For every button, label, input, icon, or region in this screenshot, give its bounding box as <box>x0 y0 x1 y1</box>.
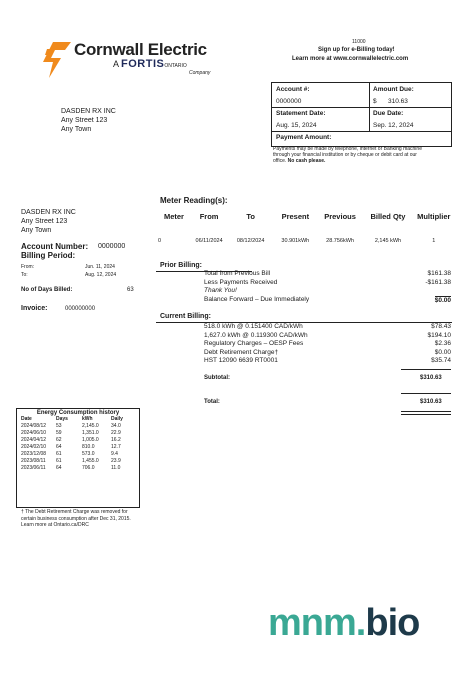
meter-cell: 0 <box>158 238 162 244</box>
present-header: Present <box>281 212 310 221</box>
energy-history-title: Energy Consumption history <box>36 410 120 416</box>
total-label: Total: <box>204 399 220 405</box>
previous-header: Previous <box>324 212 356 221</box>
account-number-value: 0000000 <box>98 243 126 250</box>
history-header: Date <box>21 416 32 422</box>
due-date-label: Due Date: <box>373 110 404 117</box>
account-value: 0000000 <box>276 98 302 105</box>
payment-note: Payments may be made by telephone, internet or Banking machine through your financial institution or by cheque or debit card at our office. No cash please. <box>273 146 422 164</box>
multiplier-header: Multiplier <box>417 212 451 221</box>
charge-row: Balance Forward – Due Immediately $0.00 <box>204 295 451 304</box>
meter-cell: 28.756kWh <box>326 238 354 244</box>
brand-fortis-line: A FORTISONTARIO <box>113 58 187 70</box>
energy-history-box <box>16 408 140 508</box>
amount-due-currency: $ <box>373 98 377 105</box>
company-logo <box>41 40 231 80</box>
ebilling-link[interactable]: Learn more at www.cornwallelectric.com <box>292 56 409 62</box>
mailing-city: Any Town <box>61 126 92 133</box>
energy-history-table <box>20 416 132 472</box>
account-number-label: Account Number: <box>21 242 89 251</box>
debt-retirement-footnote: † The Debt Retirement Charge was removed for certain business consumption after Dec 31, 2015. Learn more at Ontario.ca/DRC <box>21 509 131 528</box>
history-row: 2023/08/11 61 1,455.0 23.9 <box>21 458 121 464</box>
charge-row: 518.0 kWh @ 0.151400 CAD/kWh $78.43 <box>204 323 451 330</box>
from-label: From: <box>21 264 35 270</box>
customer-street: Any Street 123 <box>21 218 68 225</box>
history-row: 2024/08/12 53 2,145.0 34.0 <box>21 423 121 429</box>
meter-cell: 08/12/2024 <box>236 238 265 244</box>
account-code: 11000 <box>352 39 366 45</box>
history-row: 2024/02/10 64 810.0 12.7 <box>21 444 121 450</box>
to-label: To: <box>21 272 28 278</box>
charge-row: Debt Retirement Charge† $0.00 <box>204 348 451 356</box>
customer-name: DASDEN RX INC <box>21 209 76 216</box>
history-row: 2023/12/08 61 573.0 9.4 <box>21 451 118 457</box>
mailing-name: DASDEN RX INC <box>61 108 116 115</box>
billing-period-label: Billing Period: <box>21 251 76 260</box>
history-header: Days <box>56 416 68 422</box>
days-billed-label: No of Days Billed: <box>21 287 73 293</box>
amount-due-label: Amount Due: <box>373 86 414 93</box>
charge-row: Less Payments Received -$161.38 <box>204 278 451 286</box>
brand-name: Cornwall Electric <box>74 40 207 59</box>
prior-billing-list <box>204 270 451 305</box>
statement-date-label: Statement Date: <box>276 110 326 117</box>
billed-qty-header: Billed Qty <box>370 212 406 221</box>
meter-cell: 2,145 kWh <box>374 238 402 244</box>
meter-reading-table <box>158 212 454 244</box>
subtotal-value: $310.63 <box>420 375 442 381</box>
invoice-value: 000000000 <box>65 306 96 312</box>
history-row: 2024/04/12 62 1,005.0 16.2 <box>21 437 121 443</box>
history-header: kWh <box>82 416 93 422</box>
current-billing-title: Current Billing: <box>160 313 211 320</box>
account-summary-box <box>271 82 452 147</box>
statement-date-value: Aug. 15, 2024 <box>276 122 317 129</box>
meter-header: Meter <box>163 212 184 221</box>
history-row: 2023/06/11 64 706.0 11.0 <box>21 465 121 471</box>
watermark-part2: bio <box>365 602 420 644</box>
charge-row: Total from Previous Bill $161.38 <box>204 270 451 277</box>
history-row: 2024/06/10 59 1,351.0 22.9 <box>21 430 121 436</box>
to-value: Aug. 12, 2024 <box>85 272 117 278</box>
days-billed-value: 63 <box>127 287 134 293</box>
amount-due-value: 310.63 <box>388 98 408 105</box>
watermark-part1: mnm. <box>268 602 366 644</box>
meter-cell: 30.901kWh <box>281 238 310 244</box>
from-value: Jun. 11, 2024 <box>85 264 115 270</box>
brand-company: Company <box>189 70 211 76</box>
current-billing-list <box>204 323 451 366</box>
meter-reading-title: Meter Reading(s): <box>160 196 228 205</box>
subtotal-label: Subtotal: <box>204 375 230 381</box>
meter-row <box>158 232 454 244</box>
total-value: $310.63 <box>420 399 442 405</box>
ebilling-promo: Sign up for e-Billing today! <box>318 47 395 53</box>
account-label: Account #: <box>276 86 310 93</box>
charge-row: HST 12090 6639 RT0001 $35.74 <box>204 357 451 364</box>
due-date-value: Sep. 12, 2024 <box>373 122 414 129</box>
meter-cell: 1 <box>432 238 436 244</box>
meter-cell: 06/11/2024 <box>195 238 223 244</box>
to-header: To <box>246 212 255 221</box>
customer-city: Any Town <box>21 227 52 234</box>
charge-row: 1,627.0 kWh @ 0.119300 CAD/kWh $194.10 <box>204 331 451 339</box>
charge-row: Thank You! <box>204 287 237 294</box>
prior-billing-title: Prior Billing: <box>160 262 202 269</box>
lightning-logo-icon <box>41 41 73 79</box>
mailing-street: Any Street 123 <box>61 117 108 124</box>
charge-row: Regulatory Charges – OESP Fees $2.36 <box>204 340 451 347</box>
watermark-logo <box>268 602 419 645</box>
invoice-label: Invoice: <box>21 305 48 312</box>
history-header: Daily <box>111 416 123 422</box>
payment-amount-label: Payment Amount: <box>276 134 332 141</box>
from-header: From <box>199 212 219 221</box>
